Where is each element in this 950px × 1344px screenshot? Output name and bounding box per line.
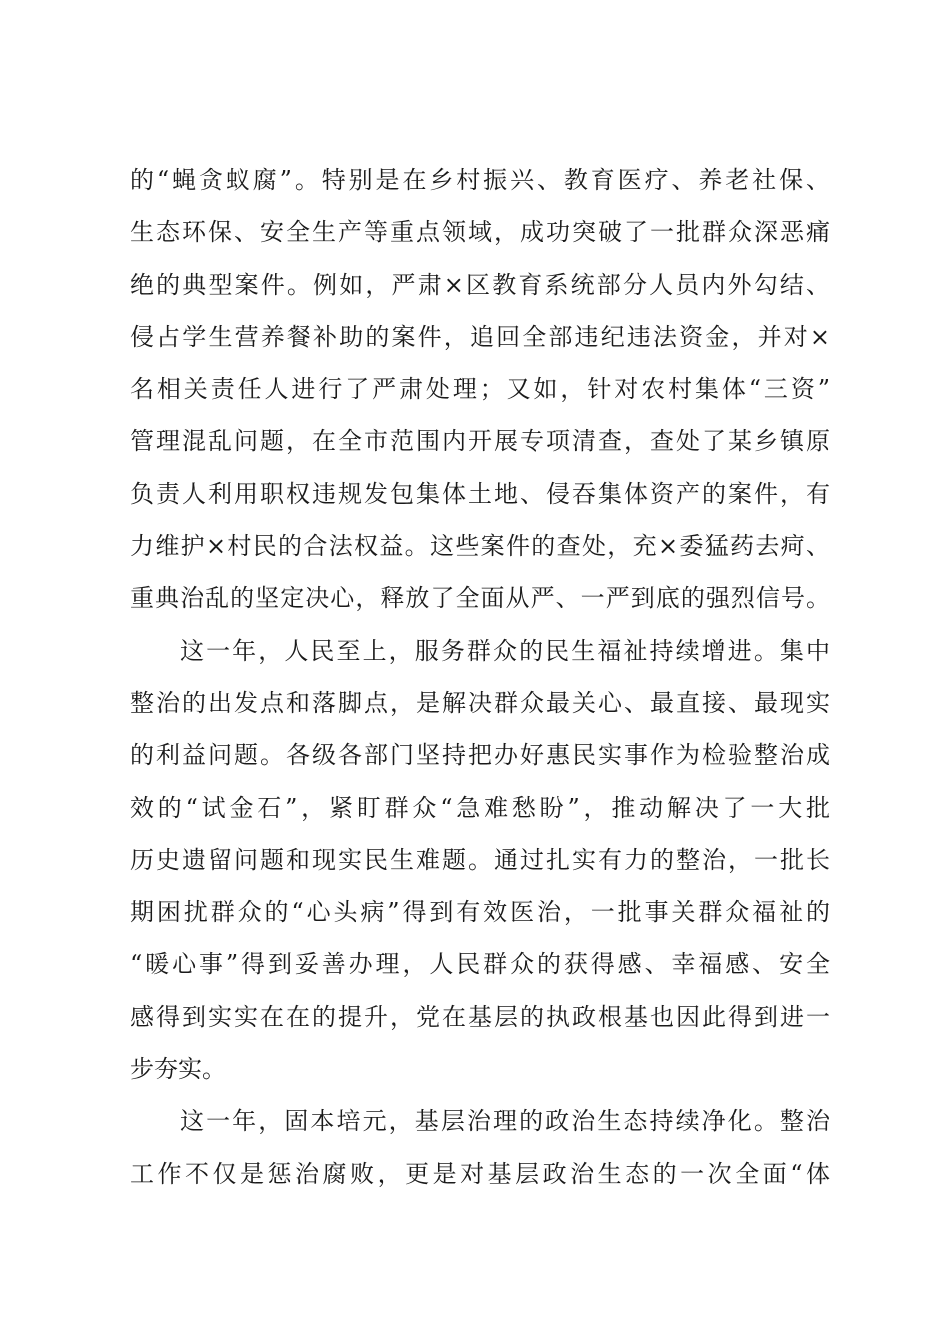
paragraph-first-line: 这一年，人民至上，服务群众的民生福祉持续增进。集中	[180, 636, 830, 665]
text-line: 效的“试金石”，紧盯群众“急难愁盼”，推动解决了一大批	[130, 793, 830, 822]
document-body	[130, 154, 830, 1200]
text-line: 管理混乱问题，在全市范围内开展专项清查，查处了某乡镇原	[130, 427, 830, 456]
text-line: “暖心事”得到妥善办理，人民群众的获得感、幸福感、安全	[130, 950, 830, 979]
text-line: 重典治乱的坚定决心，释放了全面从严、一严到底的强烈信号。	[130, 584, 830, 613]
paragraph-first-line: 这一年，固本培元，基层治理的政治生态持续净化。整治	[180, 1107, 830, 1136]
text-line: 的利益问题。各级各部门坚持把办好惠民实事作为检验整治成	[130, 741, 830, 770]
text-line: 力维护×村民的合法权益。这些案件的查处，充×委猛药去疴、	[130, 532, 830, 561]
text-line: 历史遗留问题和现实民生难题。通过扎实有力的整治，一批长	[130, 845, 830, 874]
text-line: 工作不仅是惩治腐败，更是对基层政治生态的一次全面“体	[130, 1159, 830, 1188]
text-line: 侵占学生营养餐补助的案件，追回全部违纪违法资金，并对×	[130, 322, 830, 351]
text-line: 整治的出发点和落脚点，是解决群众最关心、最直接、最现实	[130, 688, 830, 717]
paragraph-last-line: 步夯实。	[130, 1055, 226, 1084]
text-line: 生态环保、安全生产等重点领域，成功突破了一批群众深恶痛	[130, 218, 830, 247]
text-line: 感得到实实在在的提升，党在基层的执政根基也因此得到进一	[130, 1002, 830, 1031]
text-line: 期困扰群众的“心头病”得到有效医治，一批事关群众福祉的	[130, 898, 830, 927]
text-line: 负责人利用职权违规发包集体土地、侵吞集体资产的案件，有	[130, 479, 830, 508]
text-line: 名相关责任人进行了严肃处理；又如，针对农村集体“三资”	[130, 375, 830, 404]
text-line: 绝的典型案件。例如，严肃×区教育系统部分人员内外勾结、	[130, 270, 830, 299]
text-line: 的“蝇贪蚁腐”。特别是在乡村振兴、教育医疗、养老社保、	[130, 166, 830, 194]
